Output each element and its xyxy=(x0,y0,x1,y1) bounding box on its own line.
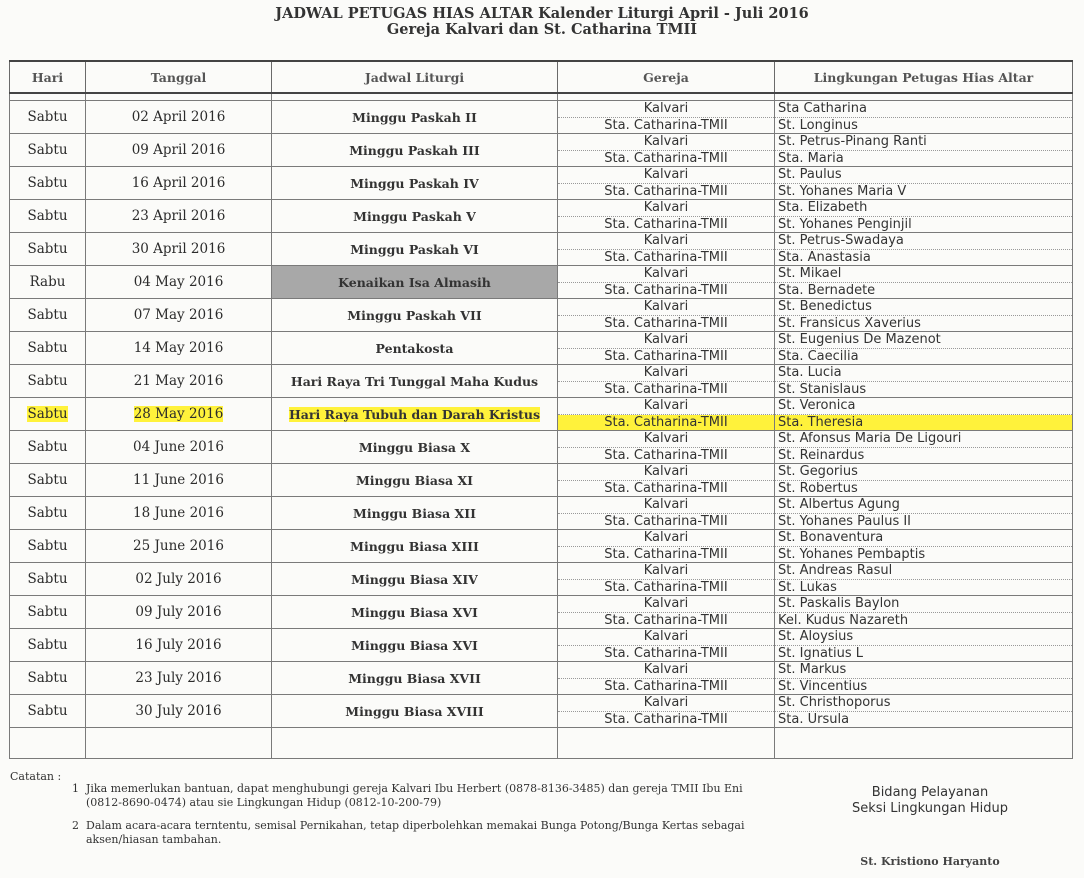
hari-text: Sabtu xyxy=(27,406,68,422)
cell-tanggal xyxy=(86,596,272,629)
empty-row xyxy=(10,728,1073,759)
lingkungan-2: St. Robertus xyxy=(778,480,858,496)
tanggal-text: 23 July 2016 xyxy=(135,670,222,686)
cell-tanggal xyxy=(86,431,272,464)
cell-hari xyxy=(10,530,86,563)
gereja-1: Kalvari xyxy=(558,695,774,712)
lingkungan-1: St. Veronica xyxy=(775,398,1072,415)
cell-tanggal xyxy=(86,695,272,728)
cell-gereja xyxy=(558,695,775,728)
liturgi-text: Minggu Paskah VII xyxy=(347,307,482,323)
notes-label: Catatan : xyxy=(10,770,62,783)
cell-tanggal xyxy=(86,134,272,167)
lingkungan-2: St. Yohanes Paulus II xyxy=(778,513,912,529)
table-row xyxy=(10,101,1073,134)
lingkungan-1: St. Gegorius xyxy=(775,464,1072,481)
cell-hari xyxy=(10,497,86,530)
lingkungan-1: St. Petrus-Pinang Ranti xyxy=(775,134,1072,151)
lingkungan-1: St. Albertus Agung xyxy=(775,497,1072,514)
header-tanggal: Tanggal xyxy=(86,61,272,93)
liturgi-text: Minggu Paskah II xyxy=(352,109,477,125)
lingkungan-1: St. Paskalis Baylon xyxy=(775,596,1072,613)
liturgi-text: Minggu Biasa XII xyxy=(353,505,476,521)
lingkungan-2: St. Longinus xyxy=(778,117,858,133)
lingkungan-1: St. Afonsus Maria De Ligouri xyxy=(775,431,1072,448)
liturgi-text: Minggu Paskah VI xyxy=(350,241,479,257)
note-number: 2 xyxy=(72,819,79,832)
liturgi-text: Minggu Biasa XVII xyxy=(348,670,481,686)
cell-gereja xyxy=(558,167,775,200)
cell-lingkungan xyxy=(775,629,1073,662)
cell-lingkungan xyxy=(775,530,1073,563)
gereja-1: Kalvari xyxy=(558,266,774,283)
gereja-1: Kalvari xyxy=(558,662,774,679)
cell-hari xyxy=(10,101,86,134)
cell-lingkungan xyxy=(775,398,1073,431)
hari-text: Sabtu xyxy=(27,571,68,587)
lingkungan-2: St. Ignatius L xyxy=(778,645,864,661)
cell-tanggal xyxy=(86,299,272,332)
lingkungan-2: St. Lukas xyxy=(778,579,837,595)
cell-liturgi xyxy=(272,200,558,233)
cell-liturgi xyxy=(272,563,558,596)
lingkungan-2: Sta. Bernadete xyxy=(778,282,876,298)
cell-gereja xyxy=(558,497,775,530)
cell-tanggal xyxy=(86,497,272,530)
cell-liturgi xyxy=(272,134,558,167)
lingkungan-2: Kel. Kudus Nazareth xyxy=(778,612,909,628)
tanggal-text: 14 May 2016 xyxy=(133,340,224,356)
cell-hari xyxy=(10,332,86,365)
liturgi-text: Minggu Biasa XIII xyxy=(350,538,479,554)
table-row xyxy=(10,233,1073,266)
tanggal-text: 11 June 2016 xyxy=(133,472,224,488)
hari-text: Sabtu xyxy=(27,604,68,620)
cell-gereja xyxy=(558,530,775,563)
table-row xyxy=(10,596,1073,629)
note-text: Jika memerlukan bantuan, dapat menghubungi gereja Kalvari Ibu Herbert (0878-8136-3485) dan gereja TMII Ibu Eni (0812-8690-0474) atau sie Lingkungan Hidup (0812-10-200-79) xyxy=(86,782,743,809)
gereja-2: Sta. Catharina-TMII xyxy=(604,579,728,595)
gereja-1: Kalvari xyxy=(558,497,774,514)
signature-line-2: Seksi Lingkungan Hidup xyxy=(852,801,1008,816)
gereja-1: Kalvari xyxy=(558,101,774,118)
hari-text: Sabtu xyxy=(27,373,68,389)
cell-gereja xyxy=(558,596,775,629)
table-row xyxy=(10,563,1073,596)
cell-lingkungan xyxy=(775,695,1073,728)
gereja-2: Sta. Catharina-TMII xyxy=(604,381,728,397)
table-row xyxy=(10,167,1073,200)
tanggal-text: 04 May 2016 xyxy=(133,274,224,290)
gereja-1: Kalvari xyxy=(558,431,774,448)
gereja-1: Kalvari xyxy=(558,233,774,250)
gereja-1: Kalvari xyxy=(558,167,774,184)
table-row xyxy=(10,365,1073,398)
lingkungan-1: St. Bonaventura xyxy=(775,530,1072,547)
cell-gereja xyxy=(558,134,775,167)
table-row xyxy=(10,299,1073,332)
gereja-2: Sta. Catharina-TMII xyxy=(604,282,728,298)
gereja-2: Sta. Catharina-TMII xyxy=(604,645,728,661)
gereja-1: Kalvari xyxy=(558,563,774,580)
hari-text: Sabtu xyxy=(27,109,68,125)
cell-hari xyxy=(10,167,86,200)
lingkungan-2: St. Vincentius xyxy=(778,678,868,694)
tanggal-text: 07 May 2016 xyxy=(133,307,224,323)
cell-liturgi xyxy=(272,431,558,464)
cell-liturgi xyxy=(272,497,558,530)
header-gereja: Gereja xyxy=(558,61,775,93)
lingkungan-2: St. Fransicus Xaverius xyxy=(778,315,921,331)
liturgi-text: Minggu Biasa X xyxy=(358,439,471,455)
gereja-1: Kalvari xyxy=(558,464,774,481)
cell-liturgi xyxy=(272,596,558,629)
tanggal-text: 18 June 2016 xyxy=(133,505,224,521)
hari-text: Sabtu xyxy=(27,505,68,521)
cell-lingkungan xyxy=(775,464,1073,497)
tanggal-text: 16 April 2016 xyxy=(131,175,226,191)
cell-gereja xyxy=(558,431,775,464)
cell-hari xyxy=(10,695,86,728)
cell-lingkungan xyxy=(775,101,1073,134)
lingkungan-1: St. Andreas Rasul xyxy=(775,563,1072,580)
cell-gereja xyxy=(558,365,775,398)
gereja-2: Sta. Catharina-TMII xyxy=(604,249,728,265)
cell-lingkungan xyxy=(775,497,1073,530)
cell-hari xyxy=(10,365,86,398)
cell-tanggal xyxy=(86,464,272,497)
gereja-2: Sta. Catharina-TMII xyxy=(604,447,728,463)
cell-tanggal xyxy=(86,332,272,365)
cell-hari xyxy=(10,200,86,233)
gereja-1: Kalvari xyxy=(558,332,774,349)
cell-lingkungan xyxy=(775,431,1073,464)
gereja-2: Sta. Catharina-TMII xyxy=(604,711,728,727)
cell-lingkungan xyxy=(775,233,1073,266)
lingkungan-1: St. Eugenius De Mazenot xyxy=(775,332,1072,349)
cell-hari xyxy=(10,563,86,596)
cell-tanggal xyxy=(86,530,272,563)
gereja-2: Sta. Catharina-TMII xyxy=(604,612,728,628)
liturgi-text: Minggu Paskah V xyxy=(353,208,476,224)
cell-liturgi xyxy=(272,299,558,332)
tanggal-text: 09 April 2016 xyxy=(131,142,226,158)
lingkungan-2: St. Yohanes Pembaptis xyxy=(778,546,926,562)
gereja-2: Sta. Catharina-TMII xyxy=(604,150,728,166)
lingkungan-2: Sta. Ursula xyxy=(778,711,850,727)
cell-tanggal xyxy=(86,266,272,299)
lingkungan-1: St. Mikael xyxy=(775,266,1072,283)
cell-liturgi xyxy=(272,365,558,398)
tanggal-text: 30 July 2016 xyxy=(135,703,222,719)
cell-lingkungan xyxy=(775,662,1073,695)
header-lingkungan: Lingkungan Petugas Hias Altar xyxy=(775,61,1073,93)
lingkungan-2: Sta. Theresia xyxy=(775,415,1072,431)
hari-text: Sabtu xyxy=(27,142,68,158)
table-row xyxy=(10,629,1073,662)
cell-liturgi xyxy=(272,662,558,695)
cell-liturgi xyxy=(272,695,558,728)
cell-gereja xyxy=(558,398,775,431)
lingkungan-2: St. Yohanes Maria V xyxy=(778,183,907,199)
gereja-1: Kalvari xyxy=(558,299,774,316)
cell-lingkungan xyxy=(775,299,1073,332)
liturgi-text: Minggu Biasa XVI xyxy=(351,604,478,620)
liturgi-text: Hari Raya Tubuh dan Darah Kristus xyxy=(288,406,541,422)
lingkungan-2: Sta. Maria xyxy=(778,150,844,166)
cell-liturgi xyxy=(272,101,558,134)
cell-hari xyxy=(10,299,86,332)
signature-line-1: Bidang Pelayanan xyxy=(871,785,989,800)
lingkungan-1: St. Benedictus xyxy=(775,299,1072,316)
cell-gereja xyxy=(558,299,775,332)
tanggal-text: 02 July 2016 xyxy=(135,571,222,587)
lingkungan-1: St. Paulus xyxy=(775,167,1072,184)
cell-liturgi xyxy=(272,332,558,365)
cell-lingkungan xyxy=(775,596,1073,629)
cell-hari xyxy=(10,233,86,266)
table-row xyxy=(10,662,1073,695)
cell-lingkungan xyxy=(775,365,1073,398)
table-row xyxy=(10,398,1073,431)
lingkungan-1: Sta. Elizabeth xyxy=(775,200,1072,217)
gereja-1: Kalvari xyxy=(558,596,774,613)
hari-text: Sabtu xyxy=(27,670,68,686)
gereja-1: Kalvari xyxy=(558,629,774,646)
gereja-2: Sta. Catharina-TMII xyxy=(558,415,774,431)
gereja-2: Sta. Catharina-TMII xyxy=(604,480,728,496)
liturgi-text: Minggu Biasa XIV xyxy=(351,571,478,587)
table-row xyxy=(10,266,1073,299)
hari-text: Sabtu xyxy=(27,637,68,653)
cell-hari xyxy=(10,464,86,497)
cell-tanggal xyxy=(86,662,272,695)
cell-tanggal xyxy=(86,629,272,662)
spacer-row xyxy=(10,93,1073,101)
cell-liturgi xyxy=(272,464,558,497)
hari-text: Sabtu xyxy=(27,472,68,488)
liturgi-text: Pentakosta xyxy=(375,340,454,356)
table-row xyxy=(10,431,1073,464)
gereja-2: Sta. Catharina-TMII xyxy=(604,216,728,232)
gereja-2: Sta. Catharina-TMII xyxy=(604,546,728,562)
cell-hari xyxy=(10,398,86,431)
tanggal-text: 21 May 2016 xyxy=(133,373,224,389)
cell-gereja xyxy=(558,233,775,266)
cell-hari xyxy=(10,596,86,629)
cell-gereja xyxy=(558,662,775,695)
table-row xyxy=(10,200,1073,233)
cell-lingkungan xyxy=(775,332,1073,365)
liturgi-text: Minggu Paskah IV xyxy=(350,175,479,191)
hari-text: Sabtu xyxy=(27,538,68,554)
notes-list xyxy=(72,782,772,856)
hari-text: Rabu xyxy=(29,274,66,290)
cell-liturgi xyxy=(272,530,558,563)
cell-gereja xyxy=(558,563,775,596)
lingkungan-2: Sta. Anastasia xyxy=(778,249,871,265)
tanggal-text: 30 April 2016 xyxy=(131,241,226,257)
tanggal-text: 25 June 2016 xyxy=(133,538,224,554)
cell-lingkungan xyxy=(775,266,1073,299)
liturgi-text: Minggu Biasa XVIII xyxy=(345,703,484,719)
header-hari: Hari xyxy=(10,61,86,93)
lingkungan-2: St. Reinardus xyxy=(778,447,865,463)
gereja-1: Kalvari xyxy=(558,530,774,547)
table-row xyxy=(10,134,1073,167)
cell-tanggal xyxy=(86,563,272,596)
tanggal-text: 16 July 2016 xyxy=(135,637,222,653)
hari-text: Sabtu xyxy=(27,241,68,257)
hari-text: Sabtu xyxy=(27,703,68,719)
cell-gereja xyxy=(558,266,775,299)
table-row xyxy=(10,464,1073,497)
table-row xyxy=(10,695,1073,728)
lingkungan-2: St. Stanislaus xyxy=(778,381,867,397)
cell-tanggal xyxy=(86,233,272,266)
liturgi-text: Kenaikan Isa Almasih xyxy=(338,274,491,290)
note-item xyxy=(72,819,772,847)
gereja-2: Sta. Catharina-TMII xyxy=(604,348,728,364)
cell-liturgi xyxy=(272,629,558,662)
cell-gereja xyxy=(558,101,775,134)
gereja-2: Sta. Catharina-TMII xyxy=(604,678,728,694)
cell-tanggal xyxy=(86,200,272,233)
cell-lingkungan xyxy=(775,167,1073,200)
schedule-table xyxy=(9,60,1073,759)
liturgi-text: Minggu Biasa XVI xyxy=(351,637,478,653)
gereja-2: Sta. Catharina-TMII xyxy=(604,183,728,199)
hari-text: Sabtu xyxy=(27,340,68,356)
cell-lingkungan xyxy=(775,200,1073,233)
cell-gereja xyxy=(558,629,775,662)
lingkungan-1: St. Petrus-Swadaya xyxy=(775,233,1072,250)
tanggal-text: 09 July 2016 xyxy=(135,604,222,620)
gereja-2: Sta. Catharina-TMII xyxy=(604,513,728,529)
cell-liturgi xyxy=(272,398,558,431)
lingkungan-1: St. Markus xyxy=(775,662,1072,679)
signature-block xyxy=(810,785,1050,817)
hari-text: Sabtu xyxy=(27,439,68,455)
table-header-row xyxy=(10,61,1073,93)
note-item xyxy=(72,782,772,810)
hari-text: Sabtu xyxy=(27,175,68,191)
lingkungan-2: St. Yohanes Penginjil xyxy=(778,216,912,232)
document-title xyxy=(0,6,1084,38)
cell-tanggal xyxy=(86,101,272,134)
cell-gereja xyxy=(558,464,775,497)
cell-hari xyxy=(10,662,86,695)
note-text: Dalam acara-acara terntentu, semisal Pernikahan, tetap diperbolehkan memakai Bunga Potong/Bunga Kertas sebagai aksen/hiasan tambahan. xyxy=(86,819,745,846)
gereja-2: Sta. Catharina-TMII xyxy=(604,117,728,133)
header-jadwal-liturgi: Jadwal Liturgi xyxy=(272,61,558,93)
table-row xyxy=(10,530,1073,563)
hari-text: Sabtu xyxy=(27,307,68,323)
cell-tanggal xyxy=(86,167,272,200)
lingkungan-1: Sta. Lucia xyxy=(775,365,1072,382)
gereja-2: Sta. Catharina-TMII xyxy=(604,315,728,331)
cell-gereja xyxy=(558,332,775,365)
tanggal-text: 28 May 2016 xyxy=(133,406,224,422)
cell-tanggal xyxy=(86,365,272,398)
cell-hari xyxy=(10,431,86,464)
cell-liturgi xyxy=(272,233,558,266)
gereja-1: Kalvari xyxy=(558,365,774,382)
liturgi-text: Minggu Biasa XI xyxy=(355,472,474,488)
gereja-1: Kalvari xyxy=(558,398,774,415)
cell-liturgi xyxy=(272,266,558,299)
lingkungan-1: St. Christhoporus xyxy=(775,695,1072,712)
lingkungan-1: Sta Catharina xyxy=(775,101,1072,118)
gereja-1: Kalvari xyxy=(558,200,774,217)
cell-hari xyxy=(10,266,86,299)
cell-lingkungan xyxy=(775,563,1073,596)
cell-hari xyxy=(10,629,86,662)
title-line-1: JADWAL PETUGAS HIAS ALTAR Kalender Liturgi April - Juli 2016 xyxy=(275,5,809,22)
table-row xyxy=(10,332,1073,365)
cell-lingkungan xyxy=(775,134,1073,167)
cell-tanggal xyxy=(86,398,272,431)
title-line-2: Gereja Kalvari dan St. Catharina TMII xyxy=(386,21,698,38)
lingkungan-1: St. Aloysius xyxy=(775,629,1072,646)
tanggal-text: 23 April 2016 xyxy=(131,208,226,224)
tanggal-text: 04 June 2016 xyxy=(133,439,224,455)
hari-text: Sabtu xyxy=(27,208,68,224)
signer-name: St. Kristiono Haryanto xyxy=(860,855,1000,868)
liturgi-text: Minggu Paskah III xyxy=(349,142,480,158)
liturgi-text: Hari Raya Tri Tunggal Maha Kudus xyxy=(290,373,539,389)
table-row xyxy=(10,497,1073,530)
cell-gereja xyxy=(558,200,775,233)
note-number: 1 xyxy=(72,782,79,795)
cell-liturgi xyxy=(272,167,558,200)
cell-hari xyxy=(10,134,86,167)
tanggal-text: 02 April 2016 xyxy=(131,109,226,125)
gereja-1: Kalvari xyxy=(558,134,774,151)
lingkungan-2: Sta. Caecilia xyxy=(778,348,859,364)
